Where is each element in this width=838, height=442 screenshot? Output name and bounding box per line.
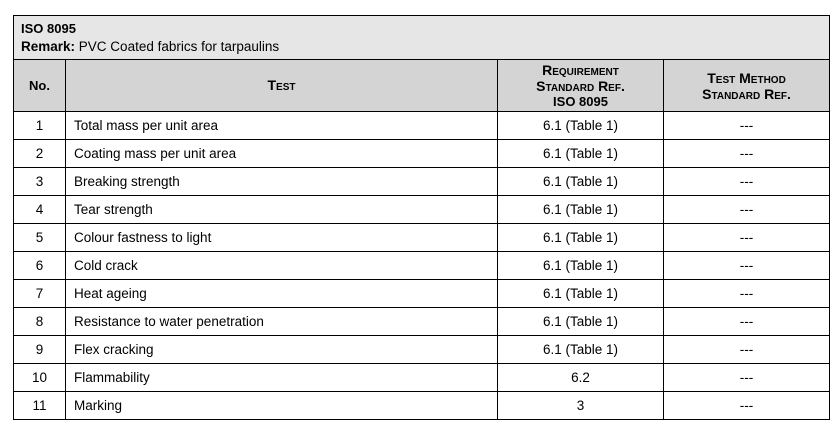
cell-test-method: ---: [664, 336, 830, 364]
cell-no: 11: [14, 392, 66, 420]
cell-test-method: ---: [664, 280, 830, 308]
cell-no: 5: [14, 224, 66, 252]
cell-test: Colour fastness to light: [66, 224, 498, 252]
table-row: [14, 168, 830, 196]
table-row: [14, 336, 830, 364]
column-header-test-method: [664, 60, 830, 112]
cell-no: 10: [14, 364, 66, 392]
table-row: [14, 392, 830, 420]
cell-test: Flex cracking: [66, 336, 498, 364]
cell-requirement: 6.1 (Table 1): [498, 168, 664, 196]
cell-no: 1: [14, 112, 66, 140]
remark-line: [21, 38, 829, 56]
method-header-line1: Test Method: [707, 69, 786, 86]
cell-test-method: ---: [664, 364, 830, 392]
remark-text: PVC Coated fabrics for tarpaulins: [78, 38, 280, 54]
cell-test-method: ---: [664, 140, 830, 168]
cell-requirement: 6.1 (Table 1): [498, 196, 664, 224]
cell-test-method: ---: [664, 168, 830, 196]
cell-test-method: ---: [664, 252, 830, 280]
cell-no: 8: [14, 308, 66, 336]
cell-no: 6: [14, 252, 66, 280]
cell-no: 3: [14, 168, 66, 196]
cell-requirement: 6.1 (Table 1): [498, 224, 664, 252]
cell-no: 2: [14, 140, 66, 168]
cell-test-method: ---: [664, 112, 830, 140]
cell-requirement: 6.1 (Table 1): [498, 280, 664, 308]
remark-label: Remark:: [21, 38, 76, 54]
requirement-header-line1: Requirement: [542, 61, 619, 78]
cell-no: 9: [14, 336, 66, 364]
cell-test: Breaking strength: [66, 168, 498, 196]
column-header-requirement: [498, 60, 664, 112]
cell-test-method: ---: [664, 392, 830, 420]
method-header-line2: Standard Ref.: [702, 85, 791, 102]
cell-requirement: 6.1 (Table 1): [498, 112, 664, 140]
requirements-table: [13, 15, 830, 420]
table-row: [14, 140, 830, 168]
cell-requirement: 6.1 (Table 1): [498, 308, 664, 336]
cell-test-method: ---: [664, 308, 830, 336]
requirement-header-line2: Standard Ref.: [536, 77, 625, 94]
table-row: [14, 252, 830, 280]
cell-requirement: 6.2: [498, 364, 664, 392]
table-row: [14, 364, 830, 392]
column-header-row: [14, 60, 830, 112]
cell-requirement: 6.1 (Table 1): [498, 252, 664, 280]
requirement-header-line3: ISO 8095: [553, 93, 608, 109]
cell-test: Resistance to water penetration: [66, 308, 498, 336]
cell-requirement: 6.1 (Table 1): [498, 140, 664, 168]
table-row: [14, 308, 830, 336]
cell-test-method: ---: [664, 224, 830, 252]
cell-requirement: 3: [498, 392, 664, 420]
cell-test: Heat ageing: [66, 280, 498, 308]
cell-test: Flammability: [66, 364, 498, 392]
column-header-test-label: Test: [267, 77, 296, 93]
cell-test: Marking: [66, 392, 498, 420]
column-header-no: No.: [14, 60, 66, 112]
cell-test: Coating mass per unit area: [66, 140, 498, 168]
table-row: [14, 280, 830, 308]
document-title: ISO 8095: [21, 20, 76, 36]
cell-test-method: ---: [664, 196, 830, 224]
table-row: [14, 224, 830, 252]
cell-requirement: 6.1 (Table 1): [498, 336, 664, 364]
table-row: [14, 112, 830, 140]
title-row: [14, 16, 830, 60]
cell-test: Total mass per unit area: [66, 112, 498, 140]
cell-test: Cold crack: [66, 252, 498, 280]
cell-test: Tear strength: [66, 196, 498, 224]
table-row: [14, 196, 830, 224]
title-cell: [14, 16, 830, 60]
cell-no: 7: [14, 280, 66, 308]
column-header-test: [66, 60, 498, 112]
cell-no: 4: [14, 196, 66, 224]
